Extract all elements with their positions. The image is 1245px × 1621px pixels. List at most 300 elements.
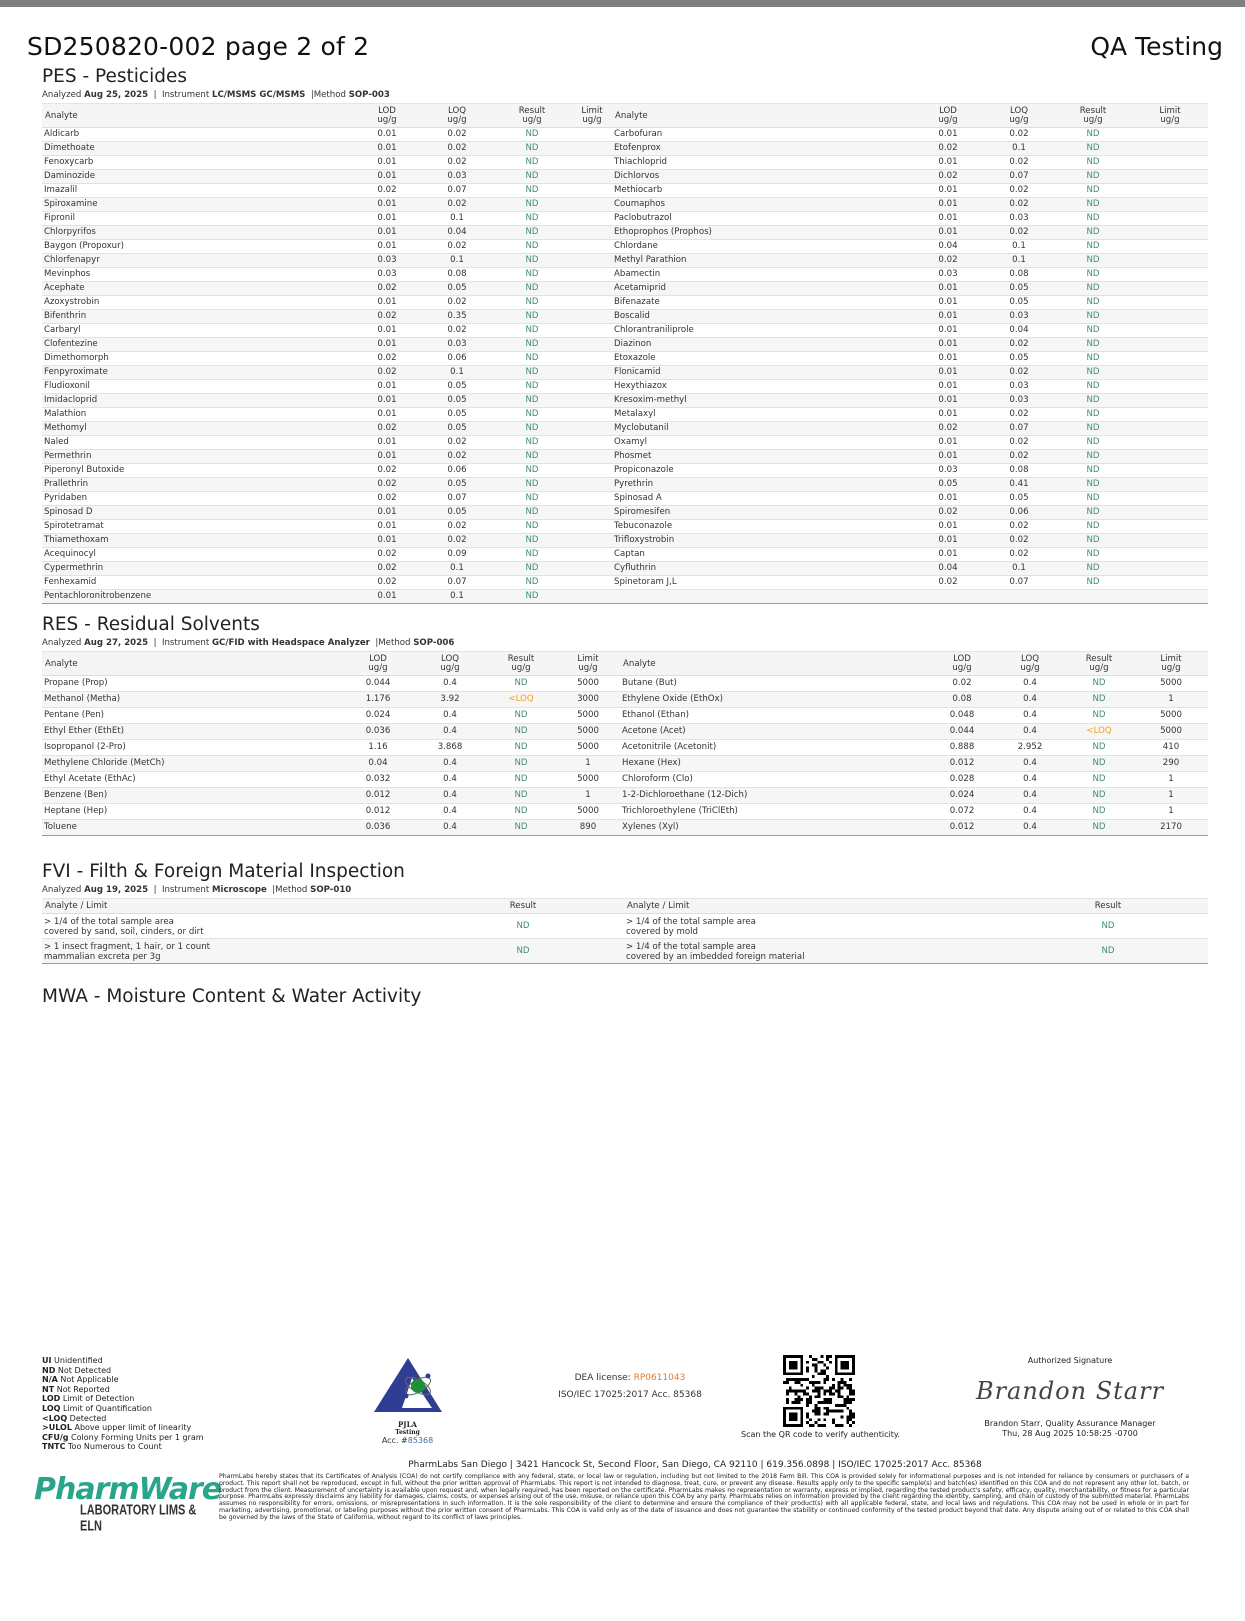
authorized-signature: Authorized Signature Brandon Starr Brandon Starr, Quality Assurance Manager Thu, 28 Aug 2025 10:58:25 -0700 [965, 1356, 1175, 1439]
legend-item: CFU/g Colony Forming Units per 1 gram [42, 1432, 204, 1442]
cell-lod: 0.01 [352, 380, 422, 394]
column-header-loq: LOQ ug/g [996, 652, 1064, 676]
cell-loq: 0.1 [984, 142, 1054, 156]
cell-analyte: Methomyl [42, 422, 352, 436]
cell-analyte: Fenoxycarb [42, 156, 352, 170]
cell-result: ND [1008, 939, 1208, 964]
cell-result: ND [492, 464, 572, 478]
cell-loq: 0.02 [984, 534, 1054, 548]
table-row [612, 352, 1208, 366]
cell-result: ND [422, 939, 624, 964]
cell-lod: 0.02 [912, 142, 984, 156]
cell-analyte: Imazalil [42, 184, 352, 198]
cell-result: ND [1008, 914, 1208, 939]
cell-analyte: Ethylene Oxide (EthOx) [620, 692, 928, 708]
column-header-result: Result [422, 899, 624, 914]
cell-limit [572, 324, 612, 338]
cell-analyte: Spirotetramat [42, 520, 352, 534]
cell-loq: 0.4 [996, 708, 1064, 724]
residual-solvents-section [42, 614, 1208, 836]
cell-analyte: Hexane (Hex) [620, 756, 928, 772]
cell-limit [1132, 352, 1208, 366]
section-meta: Analyzed Aug 19, 2025 | Instrument Microscope |Method SOP-010 [42, 885, 352, 895]
cell-lod: 0.01 [352, 128, 422, 142]
cell-loq: 0.4 [996, 724, 1064, 740]
cell-lod: 0.01 [352, 394, 422, 408]
legend-item: ND Not Detected [42, 1365, 112, 1375]
cell-lod: 0.01 [352, 324, 422, 338]
cell-limit [1132, 212, 1208, 226]
cell-analyte: Boscalid [612, 310, 912, 324]
table-row [42, 142, 612, 156]
table-row [612, 506, 1208, 520]
table-row [42, 170, 612, 184]
cell-result: ND [492, 492, 572, 506]
cell-loq: 0.02 [984, 226, 1054, 240]
cell-limit: 5000 [556, 724, 620, 740]
cell-loq: 0.4 [414, 772, 486, 788]
table-row [612, 422, 1208, 436]
table-row [620, 820, 1208, 836]
cell-loq: 0.02 [984, 520, 1054, 534]
cell-result: ND [1054, 184, 1132, 198]
cell-lod: 0.888 [928, 740, 996, 756]
table-row [42, 436, 612, 450]
cell-loq: 0.05 [984, 492, 1054, 506]
cell-result: ND [1054, 548, 1132, 562]
table-row [612, 156, 1208, 170]
legend-item: <LOQ Detected [42, 1413, 107, 1423]
cell-loq: 0.03 [984, 310, 1054, 324]
cell-lod: 0.01 [912, 450, 984, 464]
cell-analyte: Methiocarb [612, 184, 912, 198]
table-row [612, 478, 1208, 492]
cell-analyte: Methanol (Metha) [42, 692, 342, 708]
legend-item: UI Unidentified [42, 1356, 103, 1365]
cell-loq: 0.1 [422, 212, 492, 226]
cell-loq: 0.02 [984, 184, 1054, 198]
cell-lod: 0.036 [342, 724, 414, 740]
table-row [620, 740, 1208, 756]
column-header-result: Result ug/g [486, 652, 556, 676]
cell-limit [572, 156, 612, 170]
table-row [620, 708, 1208, 724]
table-row [42, 268, 612, 282]
cell-analyte: Metalaxyl [612, 408, 912, 422]
moisture-section [42, 986, 1208, 1007]
table-row [42, 338, 612, 352]
cell-analyte: Phosmet [612, 450, 912, 464]
cell-loq: 0.05 [422, 506, 492, 520]
lab-address: PharmLabs San Diego | 3421 Hancock St, Second Floor, San Diego, CA 92110 | 619.356.0898 | ISO/IEC 17025:2017 Acc. 85368 [408, 1460, 982, 1470]
cell-result: ND [492, 240, 572, 254]
cell-analyte: Etofenprox [612, 142, 912, 156]
cell-result: ND [492, 478, 572, 492]
cell-result [1054, 590, 1132, 604]
table-row [42, 212, 612, 226]
cell-loq: 0.06 [422, 352, 492, 366]
cell-lod: 0.02 [352, 548, 422, 562]
cell-lod: 0.036 [342, 820, 414, 836]
table-row [612, 198, 1208, 212]
cell-result: ND [492, 296, 572, 310]
column-header-lod: LOD ug/g [928, 652, 996, 676]
cell-lod: 0.01 [912, 366, 984, 380]
verification-qr-code[interactable] [783, 1355, 855, 1427]
cell-limit [1132, 534, 1208, 548]
cell-analyte: Naled [42, 436, 352, 450]
cell-loq: 0.1 [984, 254, 1054, 268]
cell-result: ND [492, 534, 572, 548]
cell-limit [1132, 324, 1208, 338]
column-header-result: Result [1008, 899, 1208, 914]
cell-loq: 0.1 [984, 562, 1054, 576]
cell-result: ND [1054, 212, 1132, 226]
cell-analyte: Spinosad A [612, 492, 912, 506]
cell-loq: 0.07 [422, 492, 492, 506]
pjla-logo: PJLA Testing Acc. #85368 [370, 1356, 445, 1445]
cell-lod: 0.01 [912, 226, 984, 240]
cell-limit [572, 520, 612, 534]
cell-analyte: Thiamethoxam [42, 534, 352, 548]
cell-loq: 0.07 [984, 170, 1054, 184]
cell-lod: 0.01 [352, 212, 422, 226]
table-row [42, 366, 612, 380]
cell-loq: 0.04 [984, 324, 1054, 338]
cell-loq: 0.1 [422, 590, 492, 604]
table-row [42, 740, 620, 756]
table-row [42, 450, 612, 464]
cell-loq: 0.02 [422, 534, 492, 548]
table-row [612, 128, 1208, 142]
column-header-limit: Limit ug/g [556, 652, 620, 676]
cell-limit [1132, 156, 1208, 170]
cell-loq: 0.03 [984, 212, 1054, 226]
cell-loq: 0.02 [422, 156, 492, 170]
cell-lod: 0.08 [928, 692, 996, 708]
legend-item: TNTC Too Numerous to Count [42, 1442, 162, 1452]
residual-solvents-table-right [620, 651, 1208, 836]
cell-lod: 0.05 [912, 478, 984, 492]
table-row [42, 676, 620, 692]
cell-loq: 0.02 [984, 198, 1054, 212]
signer-name: Brandon Starr, Quality Assurance Manager [984, 1419, 1156, 1428]
cell-analyte: Cyfluthrin [612, 562, 912, 576]
cell-lod: 0.032 [342, 772, 414, 788]
cell-result: ND [1054, 324, 1132, 338]
filth-inspection-tables [42, 898, 1208, 964]
cell-limit [1132, 254, 1208, 268]
cell-analyte: Chlorantraniliprole [612, 324, 912, 338]
cell-limit [572, 380, 612, 394]
cell-analyte: Prallethrin [42, 478, 352, 492]
cell-loq: 0.02 [984, 128, 1054, 142]
cell-limit [572, 590, 612, 604]
residual-solvents-tables [42, 651, 1208, 836]
filth-inspection-section [42, 861, 1208, 964]
cell-lod: 0.012 [342, 788, 414, 804]
cell-analyte: Coumaphos [612, 198, 912, 212]
cell-limit: 5000 [556, 804, 620, 820]
qr-caption: Scan the QR code to verify authenticity. [740, 1430, 901, 1439]
table-row [612, 310, 1208, 324]
cell-limit [1132, 198, 1208, 212]
cell-analyte: Acetamiprid [612, 282, 912, 296]
cell-loq: 0.02 [422, 240, 492, 254]
cell-limit [1132, 282, 1208, 296]
table-row [612, 394, 1208, 408]
cell-result: ND [1054, 394, 1132, 408]
cell-lod: 0.01 [912, 324, 984, 338]
table-row [612, 170, 1208, 184]
cell-result: ND [492, 352, 572, 366]
cell-limit [1132, 492, 1208, 506]
cell-loq: 0.02 [984, 436, 1054, 450]
cell-loq: 0.02 [984, 366, 1054, 380]
cell-limit [572, 478, 612, 492]
cell-loq: 0.03 [984, 394, 1054, 408]
table-row [42, 772, 620, 788]
table-row [612, 520, 1208, 534]
cell-limit [1132, 366, 1208, 380]
cell-limit: 410 [1134, 740, 1208, 756]
cell-limit: 1 [556, 788, 620, 804]
cell-analyte: Benzene (Ben) [42, 788, 342, 804]
cell-limit: 1 [1134, 788, 1208, 804]
cell-loq: 0.08 [984, 464, 1054, 478]
cell-loq: 0.04 [422, 226, 492, 240]
cell-loq: 0.02 [422, 296, 492, 310]
cell-loq: 0.4 [414, 676, 486, 692]
cell-result: ND [1054, 520, 1132, 534]
cell-lod: 0.02 [352, 478, 422, 492]
cell-result: ND [492, 198, 572, 212]
cell-limit [1132, 506, 1208, 520]
cell-result: ND [1064, 740, 1134, 756]
cell-result: ND [492, 506, 572, 520]
cell-analyte: Etoxazole [612, 352, 912, 366]
legend-item: LOD Limit of Detection [42, 1394, 135, 1404]
table-row [612, 226, 1208, 240]
cell-result: ND [492, 520, 572, 534]
section-title: RES - Residual Solvents [42, 614, 260, 635]
cell-lod: 0.01 [912, 282, 984, 296]
cell-limit: 5000 [556, 772, 620, 788]
cell-result: ND [1064, 708, 1134, 724]
cell-result: ND [486, 788, 556, 804]
column-header-result: Result ug/g [492, 104, 572, 128]
cell-analyte: Acetonitrile (Acetonit) [620, 740, 928, 756]
cell-limit [572, 352, 612, 366]
cell-analyte: Flonicamid [612, 366, 912, 380]
cell-limit [1132, 184, 1208, 198]
cell-result: ND [1054, 128, 1132, 142]
cell-limit [572, 282, 612, 296]
cell-lod: 0.01 [912, 492, 984, 506]
table-row [620, 692, 1208, 708]
cell-analyte: Piperonyl Butoxide [42, 464, 352, 478]
cell-result: ND [492, 422, 572, 436]
cell-loq: 0.02 [422, 128, 492, 142]
cell-analyte: Chlorpyrifos [42, 226, 352, 240]
cell-result: ND [492, 408, 572, 422]
section-meta: Analyzed Aug 27, 2025 | Instrument GC/FID with Headspace Analyzer |Method SOP-006 [42, 638, 455, 648]
cell-loq: 0.05 [422, 394, 492, 408]
cell-limit [572, 408, 612, 422]
cell-loq: 0.05 [422, 422, 492, 436]
cell-result: ND [1054, 380, 1132, 394]
column-header-loq: LOQ ug/g [984, 104, 1054, 128]
table-row [42, 914, 624, 939]
table-row [42, 198, 612, 212]
cell-lod: 0.02 [352, 352, 422, 366]
cell-limit [1132, 408, 1208, 422]
cell-analyte: Oxamyl [612, 436, 912, 450]
cell-result: ND [492, 226, 572, 240]
column-header-limit: Limit ug/g [572, 104, 612, 128]
cell-limit [1132, 394, 1208, 408]
cell-result: ND [1054, 226, 1132, 240]
cell-result: ND [492, 170, 572, 184]
cell-loq: 0.07 [422, 576, 492, 590]
cell-lod: 0.024 [342, 708, 414, 724]
cell-lod: 0.01 [352, 450, 422, 464]
cell-loq: 0.4 [996, 804, 1064, 820]
cell-lod: 0.03 [912, 268, 984, 282]
legal-disclaimer: PharmLabs hereby states that its Certificates of Analysis (COA) do not certify compliance with any federal, state, or local law or regulation, including but not limited to the 2018 Farm Bill. This COA is provided solely for informational purposes and is not intended for reliance by consumers or purchasers of a product. This report shall not be reproduced, except in full, without the prior written approval of PharmLabs. This report is not intended to diagnose, treat, cure, or prevent any disease. Results apply only to the specific sample(s) and batch(es) identified on this COA and do not represent any other lot, batch, or product from the client. Measurement of uncertainty is available upon request and, when legally required, has been reported on the certificate. PharmLabs makes no representation or warranty, express or implied, regarding the tested product's safety, efficacy, quality, merchantability, or fitness for a particular purpose. PharmLabs expressly disclaims any liability for damages, claims, costs, or expenses arising out of the use, misuse, or reliance upon this COA by any party. PharmLabs relies on information provided by the client regarding the identity, sampling, and chain of custody of the submitted material. PharmLabs assumes no responsibility for errors, omissions, or misrepresentations in such information. It is the sole responsibility of the client to determine and ensure the compliance of their product(s) with all applicable federal, state, and local laws and regulations. This COA may not be used in whole or in part for marketing, advertising, promotional, or labeling purposes without the prior written consent of PharmLabs. This COA is valid only as of the date of issuance and does not guarantee the stability or continued conformity of the tested product beyond that date. Any dispute arising out of or related to this COA shall be governed by the laws of the State of California, without regard to its conflict of laws principles. [219, 1473, 1189, 1521]
table-row [612, 408, 1208, 422]
cell-lod: 0.012 [928, 756, 996, 772]
cell-loq: 0.03 [422, 170, 492, 184]
table-row [42, 820, 620, 836]
cell-lod: 0.01 [912, 296, 984, 310]
cell-lod: 0.044 [342, 676, 414, 692]
table-row [612, 436, 1208, 450]
pjla-triangle-icon [372, 1356, 444, 1416]
cell-limit [1132, 338, 1208, 352]
table-row [42, 394, 612, 408]
cell-lod: 0.01 [352, 520, 422, 534]
cell-result: ND [1054, 534, 1132, 548]
cell-result: ND [492, 562, 572, 576]
cell-limit [572, 548, 612, 562]
cell-loq: 0.05 [984, 296, 1054, 310]
cell-loq: 3.868 [414, 740, 486, 756]
table-row [612, 366, 1208, 380]
cell-result: ND [1054, 240, 1132, 254]
cell-result: ND [492, 184, 572, 198]
cell-analyte: Heptane (Hep) [42, 804, 342, 820]
column-header-analyte: Analyte / Limit [624, 899, 1008, 914]
cell-result: ND [492, 254, 572, 268]
cell-result: ND [486, 772, 556, 788]
table-row [612, 184, 1208, 198]
pharmware-logo: PharmWare LABORATORY LIMS & ELN [34, 1472, 222, 1535]
cell-limit [1132, 450, 1208, 464]
cell-analyte: Fipronil [42, 212, 352, 226]
cell-lod: 0.03 [352, 268, 422, 282]
cell-analyte: Myclobutanil [612, 422, 912, 436]
cell-analyte: > 1 insect fragment, 1 hair, or 1 count mammalian excreta per 3g [42, 939, 422, 964]
cell-analyte: Aldicarb [42, 128, 352, 142]
cell-result: ND [492, 156, 572, 170]
table-row [42, 788, 620, 804]
cell-loq: 0.4 [996, 756, 1064, 772]
cell-result: ND [1054, 422, 1132, 436]
column-header-loq: LOQ ug/g [422, 104, 492, 128]
filth-table-right [624, 898, 1208, 964]
cell-lod: 0.02 [912, 422, 984, 436]
cell-limit: 1 [1134, 804, 1208, 820]
cell-lod: 0.01 [912, 534, 984, 548]
cell-lod: 0.02 [928, 676, 996, 692]
cell-analyte: Azoxystrobin [42, 296, 352, 310]
cell-result: ND [1054, 450, 1132, 464]
cell-analyte: Ethoprophos (Prophos) [612, 226, 912, 240]
cell-lod: 0.044 [928, 724, 996, 740]
table-row [620, 772, 1208, 788]
cell-limit [1132, 128, 1208, 142]
column-header-analyte: Analyte [42, 652, 342, 676]
cell-analyte: Fludioxonil [42, 380, 352, 394]
cell-loq: 0.08 [984, 268, 1054, 282]
cell-result: ND [1064, 820, 1134, 836]
column-header-limit: Limit ug/g [1132, 104, 1208, 128]
cell-loq: 0.02 [422, 436, 492, 450]
cell-limit [572, 338, 612, 352]
cell-result: <LOQ [486, 692, 556, 708]
cell-result: ND [1054, 436, 1132, 450]
cell-result: ND [492, 282, 572, 296]
cell-loq: 0.09 [422, 548, 492, 562]
cell-lod: 0.01 [352, 226, 422, 240]
cell-analyte: Isopropanol (2-Pro) [42, 740, 342, 756]
cell-analyte: Pyridaben [42, 492, 352, 506]
cell-result: ND [1054, 282, 1132, 296]
cell-result: ND [492, 380, 572, 394]
cell-loq: 0.02 [984, 450, 1054, 464]
cell-lod: 0.01 [352, 170, 422, 184]
cell-analyte: Paclobutrazol [612, 212, 912, 226]
cell-lod: 0.01 [912, 128, 984, 142]
cell-result: ND [486, 756, 556, 772]
cell-loq: 0.05 [422, 380, 492, 394]
cell-analyte: 1-2-Dichloroethane (12-Dich) [620, 788, 928, 804]
cell-analyte: Fenpyroximate [42, 366, 352, 380]
cell-lod: 0.01 [352, 408, 422, 422]
table-row [42, 756, 620, 772]
table-row [42, 240, 612, 254]
section-title: FVI - Filth & Foreign Material Inspection [42, 861, 405, 882]
table-row [612, 576, 1208, 590]
cell-loq: 0.06 [984, 506, 1054, 520]
cell-limit: 1 [1134, 692, 1208, 708]
signature-timestamp: Thu, 28 Aug 2025 10:58:25 -0700 [1002, 1429, 1138, 1438]
cell-loq: 0.4 [414, 756, 486, 772]
table-row [42, 506, 612, 520]
cell-limit: 890 [556, 820, 620, 836]
cell-analyte: Baygon (Propoxur) [42, 240, 352, 254]
table-row [42, 562, 612, 576]
cell-result: ND [486, 676, 556, 692]
cell-lod: 0.01 [912, 548, 984, 562]
cell-result: ND [422, 914, 624, 939]
cell-analyte: Bifenthrin [42, 310, 352, 324]
cell-loq: 0.02 [422, 142, 492, 156]
cell-loq: 0.05 [422, 478, 492, 492]
cell-analyte: Butane (But) [620, 676, 928, 692]
cell-loq: 0.07 [984, 576, 1054, 590]
